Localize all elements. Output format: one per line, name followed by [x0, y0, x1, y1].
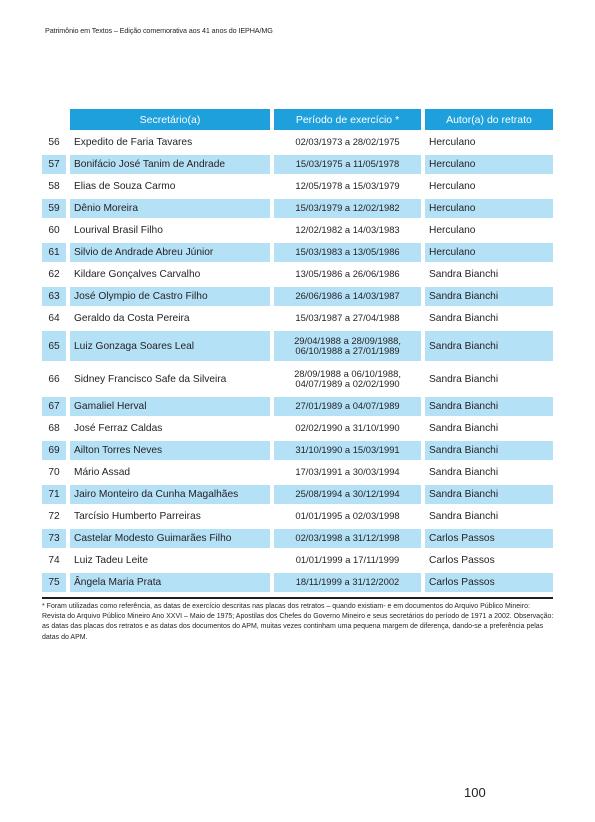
table-row [42, 155, 553, 174]
row-number: 75 [42, 573, 66, 592]
secretary-name: Jairo Monteiro da Cunha Magalhães [66, 485, 270, 504]
row-number: 57 [42, 155, 66, 174]
portrait-author: Sandra Bianchi [421, 441, 553, 460]
period-line: 12/02/1982 a 14/03/1983 [295, 224, 400, 236]
period-line: 25/08/1994 a 30/12/1994 [295, 488, 400, 500]
portrait-author: Sandra Bianchi [421, 419, 553, 438]
secretary-name: Ailton Torres Neves [66, 441, 270, 460]
row-number: 68 [48, 423, 60, 434]
row-number: 61 [42, 243, 66, 262]
portrait-author: Carlos Passos [421, 573, 553, 592]
period-line: 26/06/1986 a 14/03/1987 [295, 290, 400, 302]
portrait-author: Sandra Bianchi [421, 397, 553, 416]
secretary-name: José Olympio de Castro Filho [66, 287, 270, 306]
period-line: 18/11/1999 a 31/12/2002 [295, 576, 400, 588]
exercise-period [270, 485, 421, 504]
portrait-author: Sandra Bianchi [421, 265, 553, 284]
secretaries-table [42, 106, 553, 595]
period-line: 12/05/1978 a 15/03/1979 [295, 180, 400, 192]
exercise-period [270, 133, 421, 152]
row-number: 58 [48, 181, 60, 192]
table-row [42, 199, 553, 218]
secretary-name: Kildare Gonçalves Carvalho [66, 265, 270, 284]
secretary-name: José Ferraz Caldas [66, 419, 270, 438]
secretary-name: Bonifácio José Tanim de Andrade [66, 155, 270, 174]
row-number: 72 [48, 511, 60, 522]
running-head: Patrimônio em Textos – Edição comemorativa aos 41 anos do IEPHA/MG [45, 26, 273, 35]
portrait-author: Sandra Bianchi [421, 485, 553, 504]
table-row [42, 507, 553, 526]
exercise-period [270, 155, 421, 174]
exercise-period [270, 221, 421, 240]
secretary-name: Dênio Moreira [66, 199, 270, 218]
row-number: 71 [42, 485, 66, 504]
period-line: 02/03/1998 a 31/12/1998 [295, 532, 400, 544]
secretary-name: Luiz Tadeu Leite [66, 551, 270, 570]
secretary-name: Luiz Gonzaga Soares Leal [66, 331, 270, 361]
portrait-author: Carlos Passos [421, 529, 553, 548]
exercise-period [270, 573, 421, 592]
portrait-author: Sandra Bianchi [421, 364, 553, 394]
exercise-period [270, 463, 421, 482]
table-row [42, 573, 553, 592]
table-row [42, 397, 553, 416]
period-line: 29/04/1988 a 28/09/1988, [294, 334, 401, 346]
period-line: 02/03/1973 a 28/02/1975 [295, 136, 400, 148]
secretary-name: Expedito de Faria Tavares [66, 133, 270, 152]
portrait-author: Herculano [421, 155, 553, 174]
exercise-period [270, 177, 421, 196]
period-line: 27/01/1989 a 04/07/1989 [295, 400, 400, 412]
table-row [42, 529, 553, 548]
exercise-period [270, 551, 421, 570]
period-line: 01/01/1999 a 17/11/1999 [295, 554, 400, 566]
secretary-name: Sidney Francisco Safe da Silveira [66, 364, 270, 394]
exercise-period [270, 287, 421, 306]
exercise-period [270, 507, 421, 526]
period-line: 06/10/1988 a 27/01/1989 [295, 345, 400, 356]
exercise-period [270, 441, 421, 460]
period-line: 15/03/1983 a 13/05/1986 [295, 246, 400, 258]
row-number: 65 [42, 331, 66, 361]
period-line: 15/03/1975 a 11/05/1978 [295, 158, 400, 170]
exercise-period [270, 397, 421, 416]
table-row [42, 441, 553, 460]
table-row [42, 243, 553, 262]
table-header-row [42, 109, 553, 130]
header-number [42, 109, 66, 130]
header-secretary: Secretário(a) [66, 109, 270, 130]
row-number: 67 [42, 397, 66, 416]
portrait-author: Sandra Bianchi [421, 507, 553, 526]
portrait-author: Herculano [421, 221, 553, 240]
footnote-divider [42, 597, 553, 599]
period-line: 15/03/1987 a 27/04/1988 [295, 312, 400, 324]
secretary-name: Castelar Modesto Guimarães Filho [66, 529, 270, 548]
secretary-name: Lourival Brasil Filho [66, 221, 270, 240]
row-number: 73 [42, 529, 66, 548]
exercise-period [270, 199, 421, 218]
table-row [42, 364, 553, 394]
secretary-name: Mário Assad [66, 463, 270, 482]
row-number: 64 [48, 313, 60, 324]
period-line: 02/02/1990 a 31/10/1990 [295, 422, 400, 434]
secretary-name: Ângela Maria Prata [66, 573, 270, 592]
table-row [42, 177, 553, 196]
exercise-period [270, 419, 421, 438]
portrait-author: Sandra Bianchi [421, 331, 553, 361]
row-number: 66 [48, 373, 60, 385]
exercise-period [270, 331, 421, 361]
table-row [42, 221, 553, 240]
portrait-author: Sandra Bianchi [421, 309, 553, 328]
secretary-name: Tarcísio Humberto Parreiras [66, 507, 270, 526]
period-line: 17/03/1991 a 30/03/1994 [295, 466, 400, 478]
period-line: 04/07/1989 a 02/02/1990 [295, 378, 400, 389]
row-number: 63 [42, 287, 66, 306]
portrait-author: Carlos Passos [421, 551, 553, 570]
row-number: 70 [48, 467, 60, 478]
portrait-author: Herculano [421, 199, 553, 218]
row-number: 56 [48, 137, 60, 148]
page-number: 100 [464, 785, 486, 800]
row-number: 62 [48, 269, 60, 280]
row-number: 59 [42, 199, 66, 218]
row-number: 60 [48, 225, 60, 236]
footnote: * Foram utilizadas como referência, as datas de exercício descritas nas placas dos retratos – quando existiam- e em documentos do Arquivo Público Mineiro: Revista do Arquivo Público Mineiro Ano XXVI – Maio de 1975; Apostilas dos Chefes do Governo Mineiro e seus secretários do período de 1971 a 2002. Observação: as datas das placas dos retratos e as datas dos documentos do APM, muitas vezes continham uma pequena margem de diferença, dando-se a preferência pelas datas do APM. [42, 603, 554, 641]
exercise-period [270, 364, 421, 394]
portrait-author: Herculano [421, 177, 553, 196]
secretary-name: Silvio de Andrade Abreu Júnior [66, 243, 270, 262]
exercise-period [270, 243, 421, 262]
portrait-author: Herculano [421, 133, 553, 152]
table-row [42, 309, 553, 328]
header-author: Autor(a) do retrato [421, 109, 553, 130]
period-line: 15/03/1979 a 12/02/1982 [295, 202, 400, 214]
period-line: 13/05/1986 a 26/06/1986 [295, 268, 400, 280]
exercise-period [270, 309, 421, 328]
table-row [42, 287, 553, 306]
exercise-period [270, 529, 421, 548]
table-row [42, 265, 553, 284]
portrait-author: Herculano [421, 243, 553, 262]
period-line: 28/09/1988 a 06/10/1988, [294, 367, 401, 379]
portrait-author: Sandra Bianchi [421, 463, 553, 482]
header-period: Período de exercício * [270, 109, 421, 130]
table-row [42, 551, 553, 570]
row-number: 74 [48, 555, 60, 566]
portrait-author: Sandra Bianchi [421, 287, 553, 306]
period-line: 01/01/1995 a 02/03/1998 [295, 510, 400, 522]
table-row [42, 485, 553, 504]
exercise-period [270, 265, 421, 284]
secretary-name: Geraldo da Costa Pereira [66, 309, 270, 328]
table-row [42, 331, 553, 361]
row-number: 69 [42, 441, 66, 460]
table-row [42, 419, 553, 438]
secretary-name: Gamaliel Herval [66, 397, 270, 416]
secretary-name: Elias de Souza Carmo [66, 177, 270, 196]
table-row [42, 133, 553, 152]
table-row [42, 463, 553, 482]
period-line: 31/10/1990 a 15/03/1991 [295, 444, 400, 456]
